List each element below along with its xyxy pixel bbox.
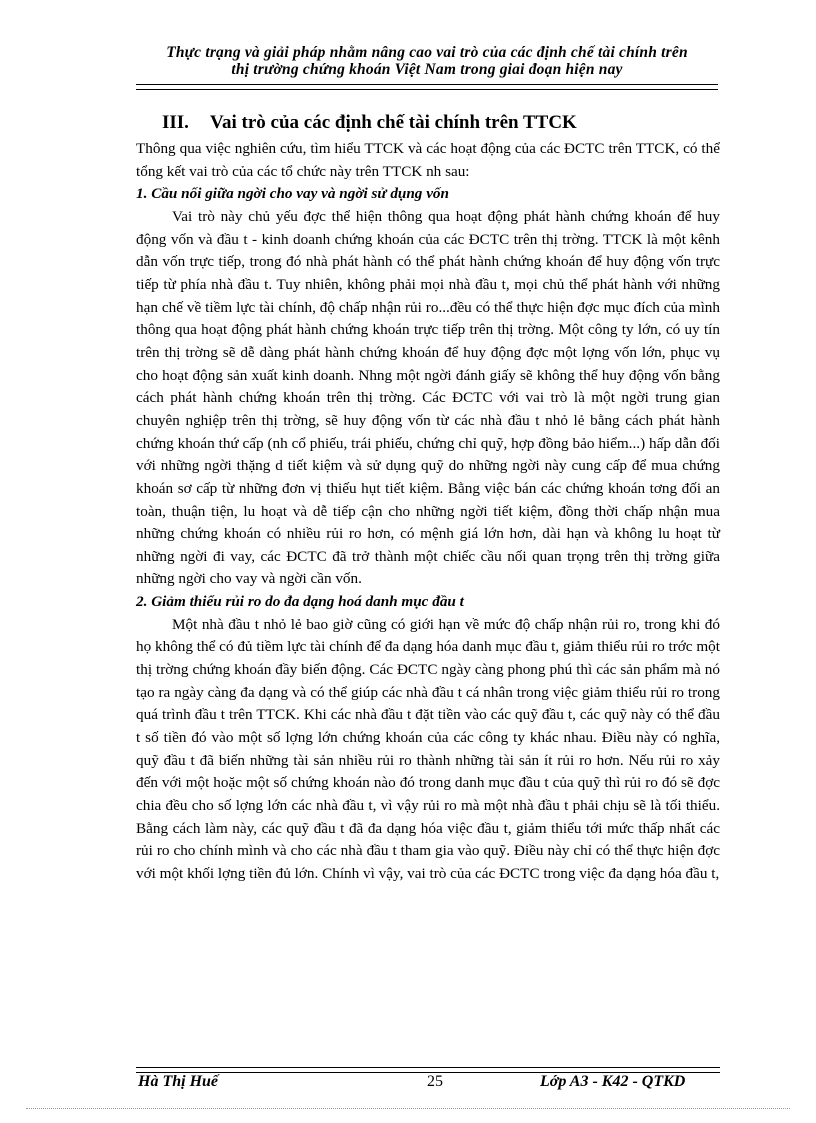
header-line-1: Thực trạng và giải pháp nhằm nâng cao vai trò của các định chế tài chính trên	[166, 44, 688, 61]
header-rule	[136, 84, 718, 90]
section-title	[162, 112, 577, 134]
header-line-2: thị trường chứng khoán Việt Nam trong giai đoạn hiện nay	[231, 61, 623, 78]
section-number: III.	[162, 112, 189, 133]
section-title-text: Vai trò của các định chế tài chính trên TTCK	[210, 112, 577, 133]
page-bottom-dotted-edge	[26, 1108, 790, 1109]
running-header	[136, 44, 718, 78]
subsection-1-heading: 1. Cầu nối giữa ngời cho vay và ngời sử dụng vốn	[136, 185, 449, 203]
intro-paragraph: Thông qua việc nghiên cứu, tìm hiểu TTCK và các hoạt động của các ĐCTC trên TTCK, có thể tổng kết vai trò của các tổ chức này trên TTCK nh sau:	[136, 140, 720, 180]
footer-class: Lớp A3 - K42 - QTKD	[540, 1073, 686, 1090]
body-text	[136, 138, 720, 886]
footer-author: Hà Thị Huế	[138, 1073, 219, 1090]
subsection-1-paragraph: Vai trò này chủ yếu đợc thể hiện thông qua hoạt động phát hành chứng khoán để huy động vốn và đầu t - kinh doanh chứng khoán của các ĐCTC trên thị trờng. TTCK là một kênh dẫn vốn trực tiếp, trong đó nhà phát hành có thể phát hành chứng khoán để huy động vốn trực tiếp từ phía nhà đầu t. Tuy nhiên, không phải mọi nhà đầu t, mọi chủ thể phát hành với những hạn chế về tiềm lực tài chính, độ chấp nhận rủi ro...đều có thể thực hiện đợc mục đích của mình thông qua hoạt động phát hành chứng khoán trực tiếp trên thị trờng. Một công ty lớn, có uy tín trên thị trờng sẽ dễ dàng phát hành chứng khoán để huy động đợc một lợng vốn lớn, phục vụ cho hoạt động sản xuất kinh doanh. Nhng một ngời đánh giấy sẽ không thể huy động vốn bằng cách phát hành chứng khoán trên thị trờng. Các ĐCTC với vai trò là một ngời trung gian chuyên nghiệp trên thị trờng, sẽ huy động vốn từ các nhà đầu t nhỏ lẻ bằng cách phát hành chứng khoán thứ cấp (nh cổ phiếu, trái phiếu, chứng chỉ quỹ, hợp đồng bảo hiểm...) hấp dẫn đối với những ngời thặng d tiết kiệm và sử dụng quỹ do những ngời này cung cấp để mua chứng khoán sơ cấp từ những đơn vị thiếu hụt tiết kiệm. Bằng việc bán các chứng khoán tơng đối an toàn, thuận tiện, lu hoạt và dễ tiếp cận cho những ngời tiết kiệm, đồng thời chấp nhận mua những chứng khoán có nhiều rủi ro hơn, có mệnh giá lớn hơn, dài hạn và không lu hoạt từ những ngời đi vay, các ĐCTC đã trở thành một chiếc cầu nối quan trọng trên thị trờng giữa những ngời cho vay và ngời cần vốn.	[136, 207, 720, 588]
subsection-2-heading: 2. Giảm thiểu rủi ro do đa dạng hoá danh mục đầu t	[136, 593, 464, 611]
page-number: 25	[427, 1073, 443, 1090]
subsection-2-paragraph: Một nhà đầu t nhỏ lẻ bao giờ cũng có giới hạn về mức độ chấp nhận rủi ro, trong khi đó họ không thể có đủ tiềm lực tài chính để đa dạng hóa danh mục đầu t, giảm thiểu rủi ro trớc một thị trờng chứng khoán đầy biến động. Các ĐCTC ngày càng phong phú thì các sản phẩm mà nó tạo ra ngày càng đa dạng và có thể giúp các nhà đầu t cá nhân trong việc giảm thiểu rủi ro trong quá trình đầu t trên TTCK. Khi các nhà đầu t đặt tiền vào các quỹ đầu t, các quỹ này có thể đầu t số tiền đó vào một số lợng lớn chứng khoán của các công ty khác nhau. Điều này có nghĩa, quỹ đầu t đã biến những tài sản nhiều rủi ro thành những tài sản ít rủi ro hơn. Nếu rủi ro xảy đến với một hoặc một số chứng khoán nào đó trong danh mục đầu t của quỹ thì rủi ro đó sẽ đợc chia đều cho số lợng lớn các nhà đầu t, vì vậy rủi ro mà một nhà đầu t phải chịu sẽ là tối thiểu. Bằng cách làm này, các quỹ đầu t đã đa dạng hóa việc đầu t, giảm thiểu tới mức thấp nhất các rủi ro cho chính mình và cho các nhà đầu t tham gia vào quỹ. Điều này chỉ có thể thực hiện đợc với một khối lợng tiền đủ lớn. Chính vì vậy, vai trò của các ĐCTC trong việc đa dạng hóa đầu t,	[136, 615, 720, 882]
